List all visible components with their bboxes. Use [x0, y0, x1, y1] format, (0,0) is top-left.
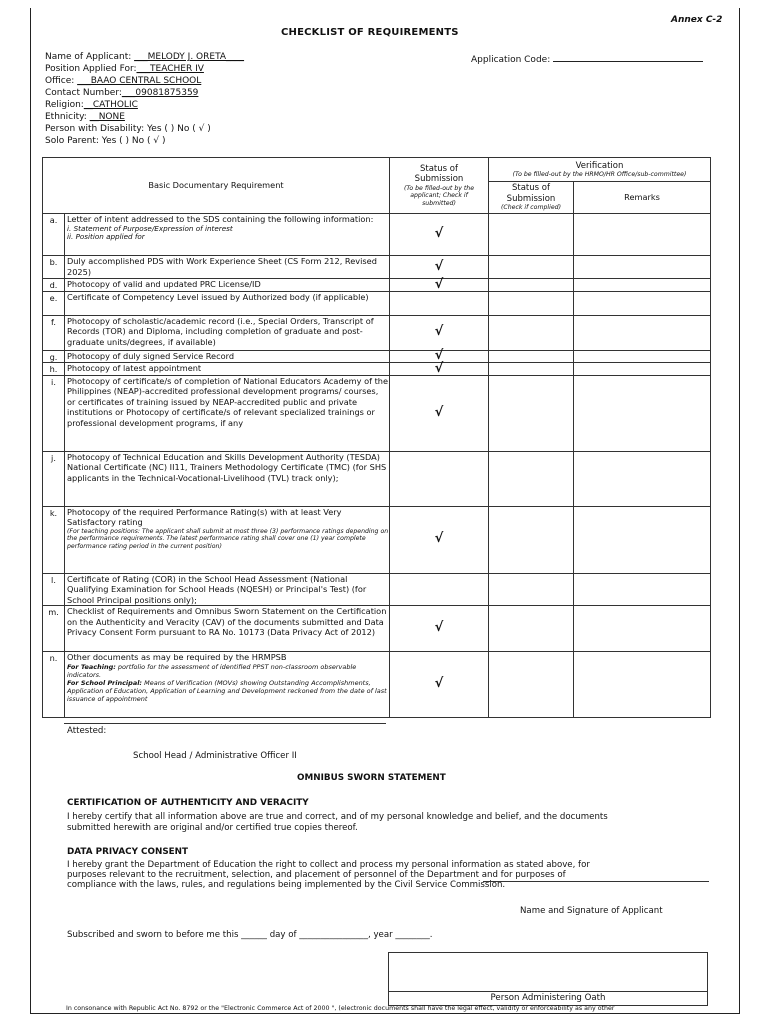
header-verification: Verification (To be filled-out by the HRMO/HR Office/sub-committee) — [489, 158, 711, 182]
subscribed-text: Subscribed and sworn to before me this ______ day of ________________, year ________. — [67, 930, 433, 940]
footer-note: In consonance with Republic Act No. 8792 or the "Electronic Commerce Act of 2000 ", (electronic documents shall have the legal effect, validity or enforceability as any other — [66, 1005, 615, 1012]
table-row: i. Photocopy of certificate/s of completion of National Educators Academy of the Philippines (NEAP)-accredited professional development programs/ courses, or certificates of training issued by NEAP-accredited public and private institutions or Photocopy of certificate/s of relevant specialized trainings or professional development programs, if any √ — [43, 375, 711, 451]
remarks-cell[interactable] — [574, 506, 711, 573]
omnibus-title: OMNIBUS SWORN STATEMENT — [297, 773, 446, 783]
table-row: d. Photocopy of valid and updated PRC License/ID √ — [43, 279, 711, 292]
application-code-field[interactable] — [553, 52, 703, 62]
ver-status-cell[interactable] — [489, 375, 574, 451]
oath-label: Person Administering Oath — [389, 991, 707, 1005]
data-privacy-line-1: I hereby grant the Department of Education the right to collect and process my personal information as stated above, for — [67, 860, 590, 870]
remarks-cell[interactable] — [574, 214, 711, 256]
attested-label: Attested: — [67, 726, 107, 736]
contact-row: Contact Number:___09081875359 — [45, 88, 199, 98]
header-remarks: Remarks — [574, 182, 711, 214]
table-row: b. Duly accomplished PDS with Work Experience Sheet (CS Form 212, Revised 2025) √ — [43, 256, 711, 279]
remarks-cell[interactable] — [574, 350, 711, 363]
ver-status-cell[interactable] — [489, 363, 574, 376]
remarks-cell[interactable] — [574, 573, 711, 606]
ver-status-cell[interactable] — [489, 350, 574, 363]
religion-row: Religion:__CATHOLIC — [45, 100, 138, 110]
position-value[interactable]: ___TEACHER IV — [136, 64, 204, 74]
ver-status-cell[interactable] — [489, 606, 574, 652]
remarks-cell[interactable] — [574, 606, 711, 652]
solo-parent-row[interactable]: Solo Parent: Yes ( ) No ( √ ) — [45, 136, 166, 146]
check-mark[interactable]: √ — [434, 404, 444, 420]
remarks-cell[interactable] — [574, 363, 711, 376]
school-head-label: School Head / Administrative Officer II — [133, 751, 297, 761]
attest-signature-line[interactable] — [64, 723, 386, 724]
divider — [483, 881, 709, 882]
document-page — [30, 8, 740, 1014]
check-mark[interactable]: √ — [434, 226, 444, 242]
table-row: g. Photocopy of duly signed Service Record √ — [43, 350, 711, 363]
check-mark[interactable]: √ — [434, 531, 444, 547]
check-mark[interactable]: √ — [434, 276, 444, 292]
check-mark[interactable]: √ — [434, 620, 444, 636]
ver-status-cell[interactable] — [489, 279, 574, 292]
cav-text: I hereby certify that all information above are true and correct, and of my personal knowledge and belief, and the documents submitted herewith are original and/or certified true copies thereof. — [67, 812, 608, 833]
ver-status-cell[interactable] — [489, 214, 574, 256]
applicant-name-row: Name of Applicant: ___MELODY J. ORETA____ — [45, 52, 245, 62]
remarks-cell[interactable] — [574, 315, 711, 350]
position-row: Position Applied For:___TEACHER IV — [45, 64, 204, 74]
table-row: f. Photocopy of scholastic/academic record (i.e., Special Orders, Transcript of Records (TOR) and Diploma, including completion of graduate and post-graduate units/degrees, if available) √ — [43, 315, 711, 350]
office-value[interactable]: ___BAAO CENTRAL SCHOOL — [77, 76, 202, 86]
table-row: l. Certificate of Rating (COR) in the School Head Assessment (National Qualifying Examination for School Heads (NQESH) or Principal's Test) (for School Principal positions only); — [43, 573, 711, 606]
ver-status-cell[interactable] — [489, 506, 574, 573]
table-row: n. Other documents as may be required by the HRMPSB For Teaching: portfolio for the assessment of identified PPST non-classroom observable indicators. For School Principal: Means of Verification (MOVs) showing Outstanding Accomplishments, Application of Education, Application of Learning and Development reckoned from the date of last issuance of appointment √ — [43, 652, 711, 718]
remarks-cell[interactable] — [574, 652, 711, 718]
check-mark[interactable]: √ — [434, 324, 444, 340]
check-mark[interactable]: √ — [434, 676, 444, 692]
remarks-cell[interactable] — [574, 451, 711, 506]
applicant-name-value[interactable]: ___MELODY J. ORETA____ — [134, 52, 245, 62]
header-ver-status: Status of Submission (Check if complied) — [489, 182, 574, 214]
religion-value[interactable]: __CATHOLIC — [83, 100, 138, 110]
table-row: a. Letter of intent addressed to the SDS containing the following information: i. Statement of Purpose/Expression of interest ii. Position applied for √ — [43, 214, 711, 256]
remarks-cell[interactable] — [574, 279, 711, 292]
header-requirement: Basic Documentary Requirement — [43, 158, 390, 214]
check-mark[interactable]: √ — [434, 258, 444, 274]
check-mark[interactable]: √ — [434, 360, 444, 376]
table-row: m. Checklist of Requirements and Omnibus Sworn Statement on the Certification on the Authenticity and Veracity (CAV) of the documents submitted and Data Privacy Consent Form pursuant to RA No. 10173 (Data Privacy Act of 2012) √ — [43, 606, 711, 652]
data-privacy-line-3: compliance with the laws, rules, and regulations being implemented by the Civil Service Commission. — [67, 880, 506, 890]
application-code — [471, 52, 703, 65]
ver-status-cell[interactable] — [489, 291, 574, 315]
oath-signature-box[interactable] — [388, 952, 708, 1006]
ethnicity-value[interactable]: __NONE — [89, 112, 125, 122]
remarks-cell[interactable] — [574, 375, 711, 451]
table-row: j. Photocopy of Technical Education and Skills Development Authority (TESDA) National Certificate (NC) II11, Trainers Methodology Certificate (TMC) (for SHS applicants in the Technical-Vocational-Livelihood (TVL) track only); — [43, 451, 711, 506]
pwd-row[interactable]: Person with Disability: Yes ( ) No ( √ ) — [45, 124, 211, 134]
requirements-table — [42, 157, 711, 718]
ver-status-cell[interactable] — [489, 315, 574, 350]
page-title: CHECKLIST OF REQUIREMENTS — [281, 27, 459, 38]
table-row: e. Certificate of Competency Level issued by Authorized body (if applicable) — [43, 291, 711, 315]
contact-value[interactable]: ___09081875359 — [121, 88, 199, 98]
remarks-cell[interactable] — [574, 291, 711, 315]
application-code-label: Application Code: — [471, 55, 551, 65]
ethnicity-row: Ethnicity: __NONE — [45, 112, 125, 122]
office-row: Office: ___BAAO CENTRAL SCHOOL — [45, 76, 202, 86]
remarks-cell[interactable] — [574, 256, 711, 279]
data-privacy-line-2: purposes relevant to the recruitment, selection, and placement of personnel of the Department and for purposes of — [67, 870, 566, 880]
applicant-info — [45, 51, 244, 147]
table-row: k. Photocopy of the required Performance Rating(s) with at least Very Satisfactory rating (For teaching positions: The applicant shall submit at most three (3) performance ratings depending on the performance requirements. The latest performance rating shall cover one (1) year complete performance rating period in the current position) √ — [43, 506, 711, 573]
annex-label: Annex C-2 — [671, 15, 723, 25]
cav-title: CERTIFICATION OF AUTHENTICITY AND VERACITY — [67, 798, 309, 808]
ver-status-cell[interactable] — [489, 451, 574, 506]
table-row: h. Photocopy of latest appointment √ — [43, 363, 711, 376]
data-privacy-title: DATA PRIVACY CONSENT — [67, 847, 189, 857]
check-mark[interactable]: √ — [434, 348, 444, 364]
header-status: Status of Submission (To be filled-out by the applicant; Check if submitted) — [390, 158, 489, 214]
applicant-signature-label: Name and Signature of Applicant — [520, 906, 663, 916]
ver-status-cell[interactable] — [489, 573, 574, 606]
ver-status-cell[interactable] — [489, 652, 574, 718]
ver-status-cell[interactable] — [489, 256, 574, 279]
